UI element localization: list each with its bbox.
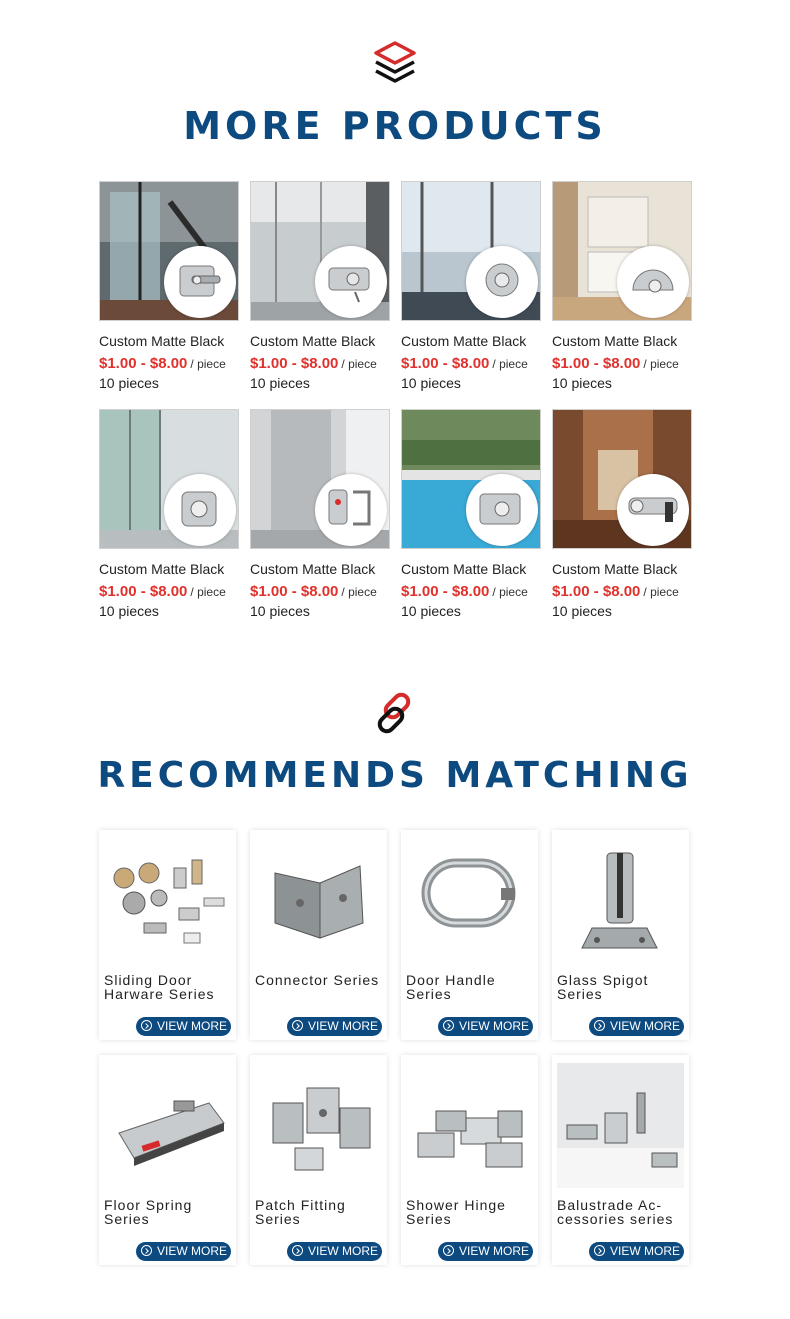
product-price <box>552 354 692 374</box>
price-unit: / piece <box>341 585 377 599</box>
price-range: $1.00 - $8.00 <box>552 355 641 372</box>
product-name[interactable]: Custom Matte Black <box>250 561 376 577</box>
product-name[interactable]: Custom Matte Black <box>552 561 678 577</box>
lock-thumbnail <box>315 246 387 318</box>
product-card[interactable] <box>401 181 541 392</box>
recommend-name-line2: Series <box>406 1211 452 1227</box>
product-moq: 10 pieces <box>401 603 461 619</box>
view-more-label: VIEW MORE <box>157 1244 228 1258</box>
price-range: $1.00 - $8.00 <box>99 583 188 600</box>
product-card[interactable] <box>99 181 239 392</box>
product-price <box>401 582 541 602</box>
recommend-name-line1: Floor Spring <box>104 1197 193 1213</box>
recommend-card[interactable] <box>552 1055 689 1265</box>
view-more-label: VIEW MORE <box>157 1019 228 1033</box>
price-unit: / piece <box>643 585 679 599</box>
connector-image <box>255 838 382 963</box>
shower-hinge-image <box>406 1063 533 1188</box>
recommend-name-line1: Glass Spigot <box>557 972 649 988</box>
recommend-card[interactable] <box>401 830 538 1040</box>
chevron-right-circle-icon <box>594 1020 605 1031</box>
product-image[interactable] <box>250 409 390 549</box>
recommend-card[interactable] <box>250 1055 387 1265</box>
price-unit: / piece <box>492 357 528 371</box>
price-range: $1.00 - $8.00 <box>401 583 490 600</box>
sliding-door-hardware-image <box>104 838 231 963</box>
chain-link-icon <box>372 690 418 736</box>
product-moq: 10 pieces <box>250 603 310 619</box>
product-name[interactable]: Custom Matte Black <box>401 561 527 577</box>
view-more-button[interactable] <box>287 1017 382 1036</box>
product-image[interactable] <box>99 409 239 549</box>
lock-thumbnail <box>315 474 387 546</box>
lock-thumbnail <box>466 246 538 318</box>
patch-fitting-image <box>255 1063 382 1188</box>
view-more-button[interactable] <box>589 1242 684 1261</box>
view-more-button[interactable] <box>287 1242 382 1261</box>
product-price <box>99 582 239 602</box>
product-image[interactable] <box>250 181 390 321</box>
recommend-name-line1: Sliding Door <box>104 972 193 988</box>
product-image[interactable] <box>552 409 692 549</box>
price-range: $1.00 - $8.00 <box>552 583 641 600</box>
recommend-card[interactable] <box>250 830 387 1040</box>
chevron-right-circle-icon <box>141 1020 152 1031</box>
price-unit: / piece <box>492 585 528 599</box>
view-more-label: VIEW MORE <box>308 1019 379 1033</box>
recommend-name <box>557 1198 687 1226</box>
recommends-title: RECOMMENDS MATCHING <box>97 755 693 796</box>
product-card[interactable] <box>552 181 692 392</box>
price-unit: / piece <box>643 357 679 371</box>
recommend-name-line1: Patch Fitting <box>255 1197 346 1213</box>
product-name[interactable]: Custom Matte Black <box>99 561 225 577</box>
more-products-title: MORE PRODUCTS <box>183 104 607 148</box>
product-card[interactable] <box>250 409 390 620</box>
recommend-name-line1: Shower Hinge <box>406 1197 506 1213</box>
product-image[interactable] <box>552 181 692 321</box>
recommend-name <box>406 1198 536 1226</box>
product-card[interactable] <box>552 409 692 620</box>
product-name[interactable]: Custom Matte Black <box>552 333 678 349</box>
layers-icon <box>372 41 418 85</box>
product-price <box>552 582 692 602</box>
recommend-name-line1: Balustrade Ac- <box>557 1197 663 1213</box>
lock-thumbnail <box>164 474 236 546</box>
price-unit: / piece <box>190 357 226 371</box>
view-more-label: VIEW MORE <box>610 1244 681 1258</box>
recommend-name <box>406 973 536 1001</box>
product-card[interactable] <box>401 409 541 620</box>
product-moq: 10 pieces <box>99 375 159 391</box>
product-price <box>99 354 239 374</box>
view-more-label: VIEW MORE <box>610 1019 681 1033</box>
view-more-label: VIEW MORE <box>459 1019 530 1033</box>
lock-thumbnail <box>617 474 689 546</box>
lock-thumbnail <box>466 474 538 546</box>
recommend-name <box>255 1198 385 1226</box>
view-more-button[interactable] <box>136 1242 231 1261</box>
chevron-right-circle-icon <box>292 1020 303 1031</box>
price-unit: / piece <box>341 357 377 371</box>
recommend-name-line1: Connector Series <box>255 972 380 988</box>
price-range: $1.00 - $8.00 <box>401 355 490 372</box>
price-range: $1.00 - $8.00 <box>250 583 339 600</box>
view-more-button[interactable] <box>438 1242 533 1261</box>
view-more-button[interactable] <box>438 1017 533 1036</box>
door-handle-image <box>406 838 533 963</box>
product-moq: 10 pieces <box>99 603 159 619</box>
lock-thumbnail <box>164 246 236 318</box>
chevron-right-circle-icon <box>141 1245 152 1256</box>
product-name[interactable]: Custom Matte Black <box>250 333 376 349</box>
view-more-button[interactable] <box>589 1017 684 1036</box>
recommend-card[interactable] <box>401 1055 538 1265</box>
product-image[interactable] <box>99 181 239 321</box>
recommend-name <box>557 973 687 1001</box>
product-price <box>250 582 390 602</box>
chevron-right-circle-icon <box>292 1245 303 1256</box>
product-image[interactable] <box>401 409 541 549</box>
view-more-label: VIEW MORE <box>308 1244 379 1258</box>
product-moq: 10 pieces <box>401 375 461 391</box>
recommend-name-line2: Series <box>255 1211 301 1227</box>
product-moq: 10 pieces <box>552 375 612 391</box>
chevron-right-circle-icon <box>594 1245 605 1256</box>
recommend-name <box>104 973 234 1001</box>
product-price <box>401 354 541 374</box>
recommend-name-line1: Door Handle <box>406 972 496 988</box>
product-card[interactable] <box>99 409 239 620</box>
product-name[interactable]: Custom Matte Black <box>99 333 225 349</box>
product-moq: 10 pieces <box>250 375 310 391</box>
recommend-card[interactable] <box>99 1055 236 1265</box>
recommend-card[interactable] <box>552 830 689 1040</box>
view-more-button[interactable] <box>136 1017 231 1036</box>
recommend-name-line2: Series <box>104 1211 150 1227</box>
price-range: $1.00 - $8.00 <box>99 355 188 372</box>
chevron-right-circle-icon <box>443 1020 454 1031</box>
recommend-name <box>255 973 385 987</box>
recommend-card[interactable] <box>99 830 236 1040</box>
price-range: $1.00 - $8.00 <box>250 355 339 372</box>
price-unit: / piece <box>190 585 226 599</box>
product-name[interactable]: Custom Matte Black <box>401 333 527 349</box>
balustrade-accessories-image <box>557 1063 684 1188</box>
recommend-name-line2: Series <box>557 986 603 1002</box>
product-image[interactable] <box>401 181 541 321</box>
product-card[interactable] <box>250 181 390 392</box>
recommend-name-line2: cessories series <box>557 1211 674 1227</box>
view-more-label: VIEW MORE <box>459 1244 530 1258</box>
glass-spigot-image <box>557 838 684 963</box>
recommend-name-line2: Series <box>406 986 452 1002</box>
chevron-right-circle-icon <box>443 1245 454 1256</box>
recommend-name <box>104 1198 234 1226</box>
product-moq: 10 pieces <box>552 603 612 619</box>
product-price <box>250 354 390 374</box>
recommend-name-line2: Harware Series <box>104 986 215 1002</box>
floor-spring-image <box>104 1063 231 1188</box>
lock-thumbnail <box>617 246 689 318</box>
